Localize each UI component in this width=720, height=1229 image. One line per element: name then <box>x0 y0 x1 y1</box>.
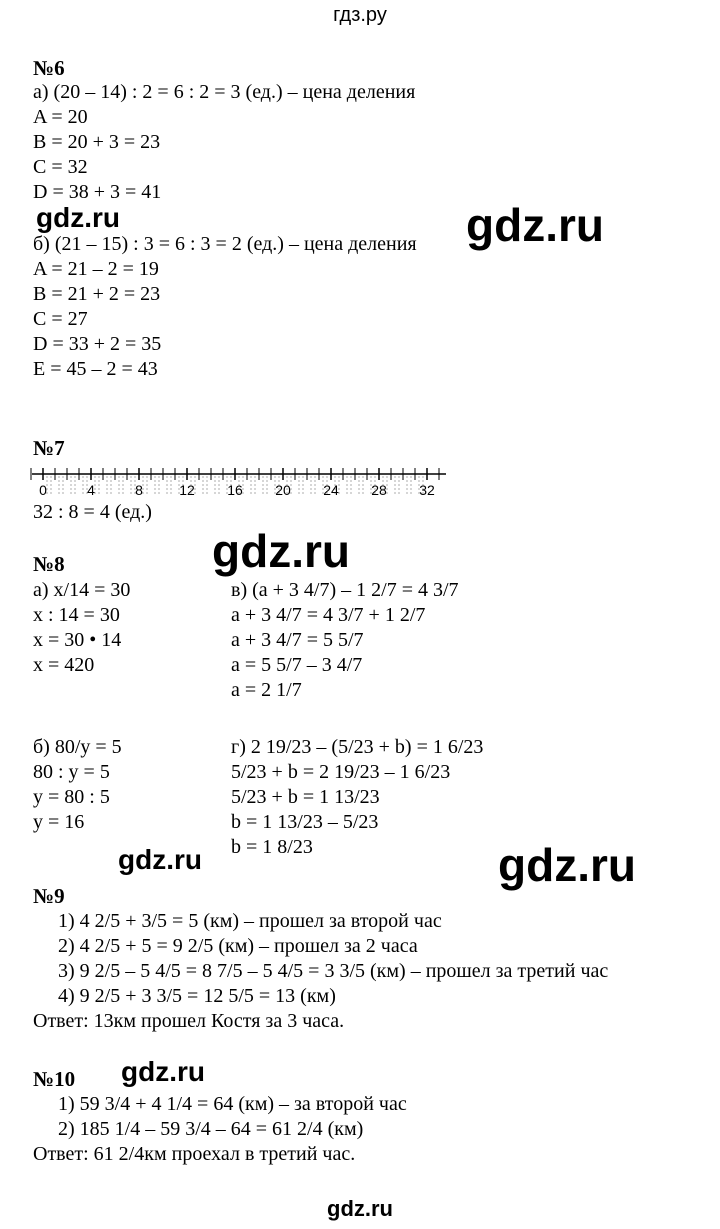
task8-g-line: г) 2 19/23 – (5/23 + b) = 1 6/23 <box>231 736 484 758</box>
task8-g-line: b = 1 13/23 – 5/23 <box>231 811 379 833</box>
number-line-label: 20 <box>275 482 291 498</box>
number-line-label: 0 <box>39 482 47 498</box>
task8-b-line: 80 : y = 5 <box>33 761 110 783</box>
task9-line: 2) 4 2/5 + 5 = 9 2/5 (км) – прошел за 2 часа <box>58 935 418 957</box>
number-line-label: 24 <box>323 482 339 498</box>
task9-line: 1) 4 2/5 + 3/5 = 5 (км) – прошел за второй час <box>58 910 442 932</box>
task6-b-line: C = 27 <box>33 308 88 330</box>
watermark: gdz.ru <box>121 1056 205 1087</box>
watermark: gdz.ru <box>212 525 350 577</box>
task8-title: №8 <box>33 552 65 576</box>
number-line-label: 28 <box>371 482 387 498</box>
task10-title: №10 <box>33 1067 76 1091</box>
number-line-label: 4 <box>87 482 95 498</box>
task6-title: №6 <box>33 56 65 80</box>
task6-a-line: B = 20 + 3 = 23 <box>33 131 161 153</box>
task6-a-line: C = 32 <box>33 156 88 178</box>
task8-v-line: a = 5 5/7 – 3 4/7 <box>231 654 363 676</box>
task8-v-line: a + 3 4/7 = 5 5/7 <box>231 629 364 651</box>
task8-g-line: 5/23 + b = 2 19/23 – 1 6/23 <box>231 761 451 783</box>
task8-g-line: b = 1 8/23 <box>231 836 313 858</box>
task10-line: 1) 59 3/4 + 4 1/4 = 64 (км) – за второй час <box>58 1093 407 1115</box>
task7-answer: 32 : 8 = 4 (ед.) <box>33 501 152 523</box>
watermark: gdz.ru <box>498 839 636 891</box>
site-header: гдз.ру <box>333 4 387 26</box>
task9-title: №9 <box>33 884 65 908</box>
task8-g-line: 5/23 + b = 1 13/23 <box>231 786 380 808</box>
task8-b-line: y = 16 <box>33 811 85 833</box>
task8-b-line: б) 80/y = 5 <box>33 736 122 758</box>
task8-a-line: x = 420 <box>33 654 95 676</box>
watermark: gdz.ru <box>466 199 604 251</box>
task8-v-line: a + 3 4/7 = 4 3/7 + 1 2/7 <box>231 604 426 626</box>
number-line-label: 12 <box>179 482 195 498</box>
watermark: gdz.ru <box>118 844 202 875</box>
task8-a-line: x = 30 • 14 <box>33 629 122 651</box>
task8-b-line: y = 80 : 5 <box>33 786 110 808</box>
task8-v-line: a = 2 1/7 <box>231 679 302 701</box>
task6-a-line: D = 38 + 3 = 41 <box>33 181 162 203</box>
task9-line: 3) 9 2/5 – 5 4/5 = 8 7/5 – 5 4/5 = 3 3/5 (км) – прошел за третий час <box>58 960 609 982</box>
task8-a-line: x : 14 = 30 <box>33 604 120 626</box>
task10-line: 2) 185 1/4 – 59 3/4 – 64 = 61 2/4 (км) <box>58 1118 364 1140</box>
number-line-label: 8 <box>135 482 143 498</box>
task6-b-line: A = 21 – 2 = 19 <box>33 258 159 280</box>
number-line-label: 32 <box>419 482 435 498</box>
task6-b-line: E = 45 – 2 = 43 <box>33 358 158 380</box>
task10-answer: Ответ: 61 2/4км проехал в третий час. <box>33 1143 356 1165</box>
task6-b-line: б) (21 – 15) : 3 = 6 : 3 = 2 (ед.) – цена деления <box>33 233 417 255</box>
task8-v-line: в) (a + 3 4/7) – 1 2/7 = 4 3/7 <box>231 579 459 601</box>
task6-a-line: а) (20 – 14) : 2 = 6 : 2 = 3 (ед.) – цена деления <box>33 81 416 103</box>
watermark: gdz.ru <box>36 202 120 233</box>
task6-b-line: B = 21 + 2 = 23 <box>33 283 161 305</box>
task9-line: 4) 9 2/5 + 3 3/5 = 12 5/5 = 13 (км) <box>58 985 336 1007</box>
task7-title: №7 <box>33 436 65 460</box>
task6-b-line: D = 33 + 2 = 35 <box>33 333 162 355</box>
number-line <box>30 464 450 500</box>
task9-answer: Ответ: 13км прошел Костя за 3 часа. <box>33 1010 345 1032</box>
number-line-label: 16 <box>227 482 243 498</box>
site-footer: gdz.ru <box>327 1196 393 1221</box>
task6-a-line: A = 20 <box>33 106 88 128</box>
task8-a-line: а) x/14 = 30 <box>33 579 131 601</box>
